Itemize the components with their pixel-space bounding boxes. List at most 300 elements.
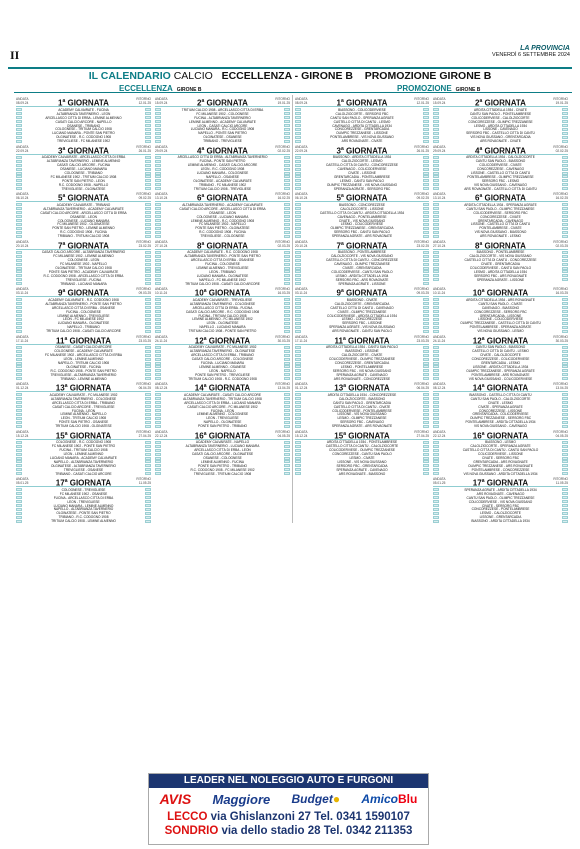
- ritorno-label: RITORNO: [275, 287, 290, 291]
- match-teams: ARS ROVAGNATE - CASTELLO CITTÀ DI CANTÙ: [464, 186, 537, 190]
- round-ordinal: a: [203, 335, 207, 342]
- round-ordinal: a: [64, 430, 68, 437]
- andata-label: ANDATA: [433, 477, 446, 481]
- score-box-away: [145, 354, 151, 357]
- match-teams: GRENTARCADIA - CAVENAGO: [477, 218, 524, 223]
- ritorno-date: [136, 477, 151, 485]
- ritorno-label: RITORNO: [136, 477, 151, 481]
- ritorno-date: [136, 430, 151, 438]
- match-teams: CONCOREZZESE - CIVATE: [480, 214, 521, 219]
- ritorno-value: 30.03.25: [277, 338, 290, 343]
- match-teams: ALTABRIANZA TAVERNERIO - OLGINATESE: [189, 349, 256, 354]
- match-teams: LEMINE ALMENNO - NAPELLO: [60, 412, 107, 417]
- round-word: GIORNATA: [484, 241, 526, 251]
- match-teams: SERSORG FBC - CANTÙ SAN PAOLO: [333, 230, 391, 235]
- match-teams: CONCOREZZESE - GRENTARCADIA: [334, 361, 390, 366]
- round-word: GIORNATA: [208, 336, 251, 346]
- round-header: [433, 144, 568, 155]
- round-ordinal: a: [340, 288, 344, 294]
- round-number: 9: [58, 288, 63, 298]
- ritorno-value: 09.03.25: [138, 291, 151, 295]
- andata-label: ANDATA: [16, 477, 29, 481]
- advertisement[interactable]: [148, 773, 429, 845]
- round-word: GIORNATA: [345, 146, 388, 156]
- score-box-away: [423, 409, 429, 412]
- match-teams: ACADEMY CALVAIRATE - ARCELLASCO CITTÀ DI ERBA: [41, 155, 126, 160]
- round-block: [292, 143, 431, 191]
- ad-city-sondrio: SONDRIO: [164, 825, 219, 837]
- maggiore-logo: Maggiore: [212, 791, 271, 807]
- match-teams: ARDITA CITTADELLA 1934 - CALOLZIOCORTE: [466, 155, 535, 160]
- andata-date: [433, 477, 445, 485]
- andata-date: [295, 240, 307, 248]
- andata-date: [433, 430, 445, 438]
- score-box-away: [145, 120, 151, 123]
- round-number: 7: [58, 241, 63, 251]
- score-box-away: [145, 259, 151, 262]
- ritorno-date: [136, 240, 151, 248]
- ritorno-label: RITORNO: [275, 429, 290, 434]
- score-box-away: [562, 168, 568, 171]
- score-box-away: [145, 298, 151, 301]
- round-word: GIORNATA: [486, 478, 529, 488]
- score-box-away: [284, 409, 290, 412]
- score-box-away: [145, 175, 151, 178]
- match-teams: LESMO - CALOLZIOCORTE: [480, 511, 521, 516]
- ritorno-label: RITORNO: [553, 334, 568, 339]
- score-box-away: [562, 274, 568, 277]
- match-teams: CIVATE - CALOLZIOCORTE: [480, 353, 521, 358]
- match-teams: LEON - CASATI CALCIO ARCORE: [197, 123, 248, 128]
- round-ordinal: a: [201, 98, 205, 104]
- andata-value: 06.10.24: [295, 196, 308, 200]
- round-header: [433, 286, 568, 297]
- round-block: [153, 285, 292, 333]
- ritorno-label: RITORNO: [553, 429, 568, 434]
- match-teams: GRENTARCADIA - ARS ROVAGNATE: [473, 459, 528, 464]
- andata-label: ANDATA: [295, 334, 308, 339]
- round-title: [16, 476, 151, 489]
- round-block: [292, 333, 431, 381]
- ritorno-label: RITORNO: [136, 239, 151, 244]
- score-box-away: [423, 160, 429, 163]
- andata-date: [155, 287, 167, 295]
- score-box-away: [562, 219, 568, 222]
- ad-headline: LEADER NEL NOLEGGIO AUTO E FURGONI: [149, 774, 428, 788]
- score-box-away: [423, 120, 429, 123]
- match-teams: LESMO - CONCOREZZESE: [341, 317, 383, 322]
- score-box-away: [145, 168, 151, 171]
- score-box-away: [145, 223, 151, 226]
- andata-value: 01.12.24: [295, 386, 308, 390]
- match-teams: LISSONE - CAVENAGO: [483, 127, 518, 132]
- match-teams: CAVENAGO - ARDITA CITTADELLA 1934: [332, 123, 392, 128]
- score-box-away: [423, 413, 429, 416]
- andata-value: 22.12.24: [433, 433, 446, 438]
- match-teams: CALOLZIOCORTE - SERSORG FBC: [335, 111, 389, 116]
- match-teams: SPERANZA AGRATE - CAVENAGO: [336, 467, 388, 472]
- score-box-away: [562, 124, 568, 127]
- match-teams: R.C. CODOGNO 1908 - PONTE SAN PIETRO: [50, 368, 117, 373]
- match-teams: LESMO - ARDITA CITTADELLA 1934: [335, 273, 389, 278]
- score-box-away: [145, 468, 151, 471]
- match-teams: SPERANZA AGRATE - CAVENAGO: [336, 372, 388, 377]
- score-box-away: [423, 223, 429, 226]
- score-box-away: [284, 267, 290, 270]
- match-teams: LEON - R.C. CODOGNO 1908: [200, 167, 245, 172]
- ritorno-value: 16.03.25: [555, 291, 568, 295]
- score-box-away: [284, 164, 290, 167]
- score-box-away: [284, 468, 290, 471]
- round-number: 4: [475, 146, 480, 156]
- match-teams: PONTELAMBRESE - CONCOREZZESE: [471, 467, 530, 472]
- round-block: [292, 190, 431, 238]
- score-box-away: [562, 468, 568, 471]
- ritorno-date: [553, 430, 568, 438]
- andata-value: 05.01.25: [433, 481, 446, 485]
- round-block: [431, 333, 570, 381]
- score-box-away: [284, 219, 290, 222]
- andata-value: 08.12.24: [155, 386, 168, 390]
- round-ordinal: a: [481, 478, 485, 484]
- ritorno-value: 11.05.25: [138, 481, 151, 485]
- round-word: GIORNATA: [486, 336, 529, 346]
- match-teams: OLIMPIC TREZZANESE - VIS NOVA GIUSSANO: [326, 182, 398, 187]
- match-teams: CASATI CALCIO ARCORE - FUCINA: [56, 163, 111, 168]
- score-box-away: [284, 397, 290, 400]
- match-teams: ARS ROVAGNATE - CIVATE: [480, 139, 521, 143]
- andata-date: [155, 430, 167, 438]
- round-ordinal: a: [62, 145, 66, 152]
- score-box-away: [562, 496, 568, 499]
- score-box-away: [145, 441, 151, 444]
- match-teams: ALTABRIANZA TAVERNERIO - TRITIUM CALCIO 1908: [183, 396, 262, 401]
- empty-cell: [153, 475, 292, 523]
- ritorno-label: RITORNO: [275, 239, 290, 244]
- score-box-away: [284, 168, 290, 171]
- ad-address-lecco: via Ghislanzoni 27 Tel. 0341 1590107: [210, 811, 410, 823]
- andata-label: ANDATA: [433, 144, 446, 149]
- match-teams: ARDITA CITTADELLA 1934 - PONTELAMBRESE: [326, 440, 398, 445]
- header-rule: [8, 67, 572, 69]
- score-box-away: [284, 160, 290, 163]
- score-box-away: [145, 227, 151, 230]
- score-box-away: [562, 413, 568, 416]
- match-teams: TREVIGLIESE - COLOGNESE: [200, 234, 245, 238]
- match-teams: ARCELLASCO CITTÀ DI ERBA - OSANESE: [51, 305, 116, 310]
- match-teams: R.C. CODOGNO 1908 - FUCINA: [199, 230, 246, 235]
- andata-date: [16, 240, 28, 248]
- match-teams: CIVATE - GRENTARCADIA: [481, 262, 520, 267]
- match-row: [16, 519, 151, 522]
- match-teams: LEON - FC MILANESE 1902: [63, 317, 104, 322]
- ritorno-date: [553, 477, 568, 485]
- ritorno-label: RITORNO: [136, 429, 151, 434]
- ritorno-value: 30.03.25: [555, 338, 568, 343]
- ritorno-date: [553, 145, 568, 153]
- score-box-away: [562, 504, 568, 507]
- round-title: [295, 191, 429, 204]
- round-ordinal: a: [340, 98, 344, 104]
- score-box-away: [423, 393, 429, 396]
- match-row: [433, 278, 568, 282]
- match-teams: CASTELLO CITTÀ DI CANTÙ - CANTÙ SAN PAOLO: [462, 448, 539, 453]
- score-box-away: [423, 172, 429, 175]
- score-box-away: [284, 270, 290, 273]
- match-teams: SPERANZA AGRATE - SERSORG FBC: [333, 186, 391, 190]
- score-box-away: [284, 393, 290, 396]
- score-box-away: [562, 298, 568, 301]
- score-box-away: [423, 168, 429, 171]
- score-box-away: [562, 457, 568, 460]
- score-box-away: [562, 508, 568, 511]
- score-box-away: [562, 500, 568, 503]
- ritorno-value: 19.01.25: [555, 101, 568, 105]
- match-teams: NAPELLO - PONTE SAN PIETRO: [198, 131, 247, 136]
- match-teams: PONTELAMBRESE - ARS ROVAGNATE: [471, 372, 530, 377]
- score-box-away: [423, 116, 429, 119]
- match-teams: OSANESE - CASATI CALCIO ARCORE: [55, 345, 112, 350]
- andata-value: 20.10.24: [295, 243, 308, 248]
- round-word: GIORNATA: [69, 431, 112, 441]
- score-box-away: [423, 211, 429, 214]
- score-box-away: [562, 445, 568, 448]
- page-header: [8, 46, 572, 68]
- match-teams: COLICODERVIESE - ARDITA CITTADELLA 1934: [327, 313, 397, 318]
- score-box-away: [562, 172, 568, 175]
- ritorno-value: 06.04.25: [416, 386, 429, 390]
- round-word: GIORNATA: [206, 98, 248, 108]
- round-header: [16, 239, 151, 250]
- andata-value: 05.01.25: [16, 481, 29, 485]
- round-word: GIORNATA: [345, 241, 388, 251]
- ritorno-date: [414, 240, 429, 248]
- match-teams: ARS ROVAGNATE - CONCOREZZESE: [333, 376, 391, 380]
- score-box-away: [562, 223, 568, 226]
- match-teams: CASTELLO CITTÀ DI CANTÙ - ARDITA CITTADELLA 1934: [319, 210, 405, 215]
- round-header: [295, 144, 429, 155]
- match-teams: LEON - TREVIGLIESE: [206, 416, 239, 421]
- score-box-away: [562, 251, 568, 254]
- ritorno-date: [275, 382, 290, 390]
- match-teams: SPERANZA AGRATE - VIS NOVA GIUSSANO: [329, 325, 395, 330]
- score-box-away: [562, 369, 568, 372]
- match-teams: TRIBIANO - FC MILANESE 1902: [198, 182, 247, 187]
- round-block: [292, 285, 431, 333]
- ritorno-value: 16.02.25: [277, 196, 290, 200]
- andata-label: ANDATA: [433, 334, 446, 339]
- andata-date: [155, 192, 167, 200]
- round-header: [16, 144, 151, 155]
- match-teams: CANTÙ SAN PAOLO - GRENTARCADIA: [333, 400, 391, 405]
- round-block: [14, 190, 153, 238]
- score-box-away: [145, 397, 151, 400]
- match-teams: CASTELLO CITTÀ DI CANTÙ - CONCOREZZESE: [325, 163, 399, 168]
- round-ordinal: a: [340, 145, 344, 152]
- andata-date: [433, 192, 445, 200]
- score-box-away: [145, 365, 151, 368]
- score-box-away: [562, 128, 568, 131]
- score-box-away: [145, 496, 151, 499]
- ritorno-value: 09.03.25: [416, 291, 429, 295]
- ritorno-label: RITORNO: [275, 192, 290, 196]
- score-box-away: [284, 314, 290, 317]
- round-ordinal: a: [340, 240, 344, 247]
- match-teams: CASTELLO CITTÀ DI CANTÙ - CIVATE: [333, 404, 391, 409]
- match-teams: FUCINA - PONTE SAN PIETRO: [199, 159, 246, 164]
- score-box-away: [423, 251, 429, 254]
- ritorno-date: [414, 145, 429, 153]
- round-block: [153, 95, 292, 143]
- round-word: GIORNATA: [69, 383, 112, 393]
- match-teams: FC MILANESE 1902 - NAPELLO: [199, 222, 246, 227]
- score-box-away: [562, 520, 568, 523]
- match-teams: FC MILANESE 1902 - ARCELLASCO CITTÀ DI ERBA: [44, 353, 123, 358]
- round-header: [295, 334, 429, 345]
- match-teams: TRIBIANO - TREVIGLIESE: [203, 139, 242, 143]
- andata-date: [295, 382, 307, 390]
- score-box-away: [284, 120, 290, 123]
- score-box-away: [423, 132, 429, 135]
- match-teams: CALOLZIOCORTE - LESMO: [341, 159, 383, 164]
- round-title: [16, 191, 151, 204]
- score-box-away: [423, 369, 429, 372]
- ritorno-label: RITORNO: [414, 429, 429, 434]
- match-teams: LEON - OLGINATESE: [206, 321, 239, 326]
- andata-label: ANDATA: [16, 192, 29, 196]
- match-teams: SPERANZA AGRATE - ARS ROVAGNATE: [331, 234, 393, 238]
- score-box-away: [562, 108, 568, 111]
- match-teams: TRITIUM CALCIO 1908 - ARCELLASCO CITTÀ DI ERBA: [181, 107, 264, 112]
- score-box-away: [145, 373, 151, 376]
- match-teams: CANTÙ SAN PAOLO - BIASSONO: [475, 159, 526, 164]
- match-teams: SPERANZA AGRATE - ARDITA CITTADELLA 1934: [464, 487, 537, 492]
- andata-date: [295, 192, 307, 200]
- score-box-away: [423, 346, 429, 349]
- score-box-away: [423, 263, 429, 266]
- ritorno-date: [414, 382, 429, 390]
- score-box-away: [284, 203, 290, 206]
- fixtures-grid: [14, 95, 570, 523]
- score-box-away: [145, 124, 151, 127]
- match-teams: ACADEMY CALVAIRATE - FC MILANESE 1902: [188, 345, 257, 350]
- match-teams: FUCINA - ARCELLASCO CITTÀ DI ERBA: [53, 495, 114, 500]
- ritorno-date: [553, 192, 568, 200]
- match-teams: CASATI CALCIO ARCORE - FC MILANESE 1902: [187, 404, 258, 409]
- andata-date: [433, 145, 445, 153]
- score-box-away: [562, 310, 568, 313]
- score-box-away: [145, 128, 151, 131]
- score-box-away: [284, 457, 290, 460]
- round-block: [14, 143, 153, 191]
- score-box-away: [145, 322, 151, 325]
- andata-label: ANDATA: [295, 287, 308, 291]
- ritorno-date: [275, 145, 290, 153]
- andata-label: ANDATA: [155, 382, 168, 386]
- match-teams: LEMINE ALMENNO - FUCINA: [200, 459, 245, 464]
- match-teams: ACADEMY CALVAIRATE - R.C. CODOGNO 1908: [187, 250, 258, 255]
- ritorno-label: RITORNO: [553, 477, 568, 481]
- match-teams: LUCIANO MANARA - LEMINE ALMENNO: [53, 503, 114, 508]
- score-box-away: [423, 175, 429, 178]
- andata-date: [295, 145, 307, 153]
- andata-value: 08.09.24: [295, 101, 308, 105]
- match-teams: LESMO - CIVATE: [349, 456, 375, 461]
- match-teams: ARS ROVAGNATE - CIVATE: [341, 139, 383, 143]
- score-box-away: [562, 488, 568, 491]
- match-teams: PONTELAMBRESE - ARDITA CITTADELLA 1934: [465, 420, 536, 425]
- score-box-away: [145, 314, 151, 317]
- score-box-away: [423, 136, 429, 139]
- section-name: ECCELLENZA: [119, 84, 173, 93]
- match-teams: NAPELLO - ALTABRIANZA TAVERNERIO: [53, 459, 114, 464]
- round-block: [431, 380, 570, 428]
- andata-label: ANDATA: [433, 97, 446, 101]
- match-teams: CONCOREZZESE - SERSORG FBC: [474, 309, 527, 314]
- andata-value: 13.10.24: [433, 196, 446, 200]
- match-teams: OSANESE - LEON: [209, 210, 236, 215]
- match-teams: TREVIGLIESE - OSANESE: [63, 467, 104, 472]
- ritorno-value: 23.03.25: [416, 338, 429, 343]
- andata-label: ANDATA: [16, 334, 29, 339]
- round-ordinal: a: [201, 240, 205, 247]
- score-box-away: [562, 441, 568, 444]
- match-teams: CANTÙ SAN PAOLO - BIASSONO: [475, 345, 526, 350]
- round-header: [155, 286, 290, 297]
- match-teams: LEMINE ALMENNO - CASATI CALCIO ARCORE: [187, 163, 258, 168]
- match-teams: LESMO - ARDITA CITTADELLA 1934: [474, 269, 527, 274]
- score-box-away: [284, 263, 290, 266]
- match-teams: TRITIUM CALCIO 1908 - R.C. CODOGNO 1908: [188, 376, 257, 380]
- round-number: 17: [472, 478, 482, 488]
- match-teams: CANTÙ SAN PAOLO - CALOLZIOCORTE: [470, 396, 531, 401]
- match-teams: GRENTARCADIA - LESMO: [481, 361, 520, 366]
- score-box-away: [145, 500, 151, 503]
- issue-date: VENERDÌ 6 SETTEMBRE 2024: [492, 52, 570, 58]
- score-box-away: [284, 227, 290, 230]
- andata-value: 01.12.24: [16, 386, 29, 390]
- match-teams: OLIMPIC TREZZANESE - CASTELLO CITTÀ DI CANTÙ: [460, 321, 541, 326]
- match-teams: ARS ROVAGNATE - LESMO: [480, 234, 521, 238]
- score-box-away: [423, 445, 429, 448]
- ritorno-value: 02.02.25: [555, 148, 568, 153]
- score-box-away: [284, 358, 290, 361]
- section-group: GIRONE B: [176, 87, 202, 93]
- score-box-away: [423, 350, 429, 353]
- score-box-away: [562, 175, 568, 178]
- ritorno-label: RITORNO: [414, 144, 429, 149]
- score-box-away: [145, 516, 151, 519]
- match-teams: LISSONE - ARDITA CITTADELLA 1934: [472, 364, 529, 369]
- score-box-away: [284, 373, 290, 376]
- match-teams: OLIMPIC TREZZANESE - SERSORG FBC: [469, 416, 532, 421]
- match-teams: CALOLZIOCORTE - CIVATE: [341, 353, 383, 358]
- round-ordinal: a: [201, 193, 205, 199]
- round-word: GIORNATA: [484, 98, 526, 108]
- score-box-away: [562, 421, 568, 424]
- andata-date: [295, 335, 307, 343]
- score-box-away: [423, 267, 429, 270]
- match-teams: PONTELAMBRESE - VIS NOVA GIUSSANO: [330, 135, 394, 140]
- match-teams: ARCELLASCO CITTÀ DI ERBA - LEON: [194, 448, 251, 453]
- score-box-away: [284, 116, 290, 119]
- andata-value: 15.12.24: [16, 433, 29, 438]
- match-teams: CAVENAGO - OLIMPIC TREZZANESE: [334, 262, 390, 267]
- score-box-away: [423, 405, 429, 408]
- match-teams: BIASSONO - PONTELAMBRESE: [338, 250, 386, 255]
- round-number: 16: [472, 431, 482, 441]
- round-word: GIORNATA: [67, 98, 109, 108]
